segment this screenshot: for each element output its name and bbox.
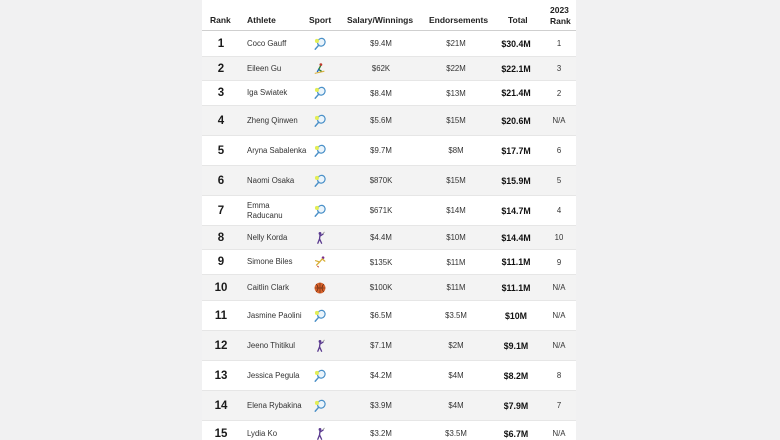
prev-rank-cell-text: 3: [556, 64, 562, 73]
endorsements-cell: [428, 81, 484, 105]
tennis-racket-icon: [313, 144, 327, 158]
prev-rank-cell: [545, 421, 573, 440]
rank-cell: [208, 421, 234, 440]
rank-cell-text: 9: [217, 256, 225, 268]
total-cell: [492, 196, 540, 225]
athlete-cell: [247, 331, 307, 360]
athlete-cell-text: Naomi Osaka: [247, 175, 295, 185]
athlete-cell: [247, 31, 307, 56]
prev-rank-cell: [545, 81, 573, 105]
endorsements-header: Endorsements: [429, 15, 489, 25]
endorsements-cell: [428, 136, 484, 165]
tennis-racket-icon: [313, 204, 327, 218]
salary-header: Salary/Winnings: [347, 15, 414, 25]
endorsements-cell: [428, 421, 484, 440]
sport-cell: [310, 361, 330, 390]
athlete-cell-text: Elena Rybakina: [247, 400, 302, 410]
total-cell-text: $14.7M: [501, 205, 531, 216]
rank-cell-text: 12: [214, 339, 228, 352]
prev-rank-cell-text: 2: [556, 88, 562, 98]
athlete-cell: [247, 226, 307, 249]
salary-cell-text: $671K: [369, 206, 393, 215]
total-cell-text: $30.4M: [501, 38, 531, 49]
skier-icon: [313, 62, 327, 76]
sport-cell: [310, 136, 330, 165]
athlete-cell-text: Caitlin Clark: [247, 282, 290, 292]
total-cell: [492, 166, 540, 195]
prev-rank-cell-text: 4: [556, 206, 562, 215]
salary-cell-text: $100K: [369, 283, 393, 292]
table-row: [202, 81, 576, 106]
athlete-cell: [247, 391, 307, 420]
endorsements-cell: [428, 331, 484, 360]
salary-cell: [342, 391, 420, 420]
total-cell: [492, 81, 540, 105]
table-row: [202, 196, 576, 226]
sport-cell: [310, 250, 330, 274]
table-row: [202, 106, 576, 136]
prev-rank-cell-text: 5: [556, 176, 562, 185]
salary-cell: [342, 196, 420, 225]
salary-cell: [342, 226, 420, 249]
athlete-cell-text: Emma Raducanu: [247, 201, 283, 220]
total-cell: [492, 31, 540, 56]
sport-cell: [310, 331, 330, 360]
rank-cell: [208, 106, 234, 135]
endorsements-cell: [428, 275, 484, 300]
total-cell-text: $7.9M: [503, 400, 529, 411]
athlete-cell-text: Nelly Korda: [247, 232, 288, 242]
prev-rank-cell: [545, 226, 573, 249]
sport-cell: [310, 81, 330, 105]
tennis-racket-icon: [313, 37, 327, 51]
salary-cell: [342, 166, 420, 195]
prev-rank-cell-text: 8: [556, 371, 562, 380]
athlete-cell: [247, 81, 307, 105]
endorsements-cell: [428, 301, 484, 330]
golfer-icon: [313, 339, 327, 353]
athlete-cell: [247, 361, 307, 390]
prev-rank-cell: [545, 166, 573, 195]
sport-cell: [310, 196, 330, 225]
athlete-cell-text: Zheng Qinwen: [247, 115, 298, 125]
prev-rank-cell-text: N/A: [552, 311, 566, 320]
athlete-cell-text: Iga Swiatek: [247, 88, 288, 98]
endorsements-cell-text: $4M: [448, 371, 464, 380]
salary-cell-text: $9.4M: [370, 39, 392, 48]
table-row: [202, 226, 576, 250]
rank-cell-text: 7: [217, 204, 225, 217]
salary-cell: [342, 250, 420, 274]
rank-cell: [208, 57, 234, 80]
golfer-icon: [313, 427, 327, 440]
endorsements-cell-text: $21M: [446, 39, 466, 48]
total-cell: [492, 250, 540, 274]
total-cell: [492, 361, 540, 390]
athlete-cell: [247, 136, 307, 165]
athlete-cell-text: Jasmine Paolini: [247, 310, 302, 320]
rank-cell-text: 5: [217, 144, 225, 157]
rank-cell: [208, 391, 234, 420]
rank-cell: [208, 250, 234, 274]
total-cell: [492, 421, 540, 440]
prev-rank-cell: [545, 275, 573, 300]
rank-cell: [208, 226, 234, 249]
table-row: [202, 57, 576, 81]
athlete-cell: [247, 275, 307, 300]
athlete-cell-text: Jeeno Thitikul: [247, 340, 295, 350]
sport-cell: [310, 275, 330, 300]
sport-cell: [310, 106, 330, 135]
endorsements-cell-text: $22M: [446, 64, 466, 73]
table-row: [202, 31, 576, 57]
rank-cell: [208, 196, 234, 225]
total-cell-text: $17.7M: [501, 145, 531, 156]
rank-cell-text: 3: [217, 87, 225, 99]
salary-cell-text: $5.6M: [370, 116, 392, 125]
prev-rank-cell: [545, 196, 573, 225]
salary-cell-text: $4.4M: [370, 233, 392, 242]
prev-rank-cell: [545, 31, 573, 56]
endorsements-cell-text: $15M: [446, 116, 466, 125]
prev-rank-cell-text: N/A: [552, 341, 566, 350]
total-cell: [492, 391, 540, 420]
rank-cell-text: 10: [214, 281, 228, 294]
total-header: Total: [508, 15, 528, 25]
athlete-cell-text: Eileen Gu: [247, 63, 282, 73]
prev-rank-header-label: Rank: [550, 16, 571, 26]
total-cell-text: $10M: [504, 310, 527, 321]
total-cell-text: $14.4M: [501, 232, 531, 243]
sport-cell: [310, 421, 330, 440]
prev-rank-cell-text: 7: [556, 401, 562, 410]
sport-cell: [310, 226, 330, 249]
prev-rank-cell-text: 6: [556, 146, 562, 155]
salary-cell-text: $7.1M: [370, 341, 392, 350]
salary-cell: [342, 421, 420, 440]
rank-cell-text: 6: [217, 174, 225, 187]
endorsements-cell: [428, 31, 484, 56]
prev-rank-cell-text: N/A: [552, 116, 566, 125]
table-row: [202, 301, 576, 331]
table-row: [202, 136, 576, 166]
prev-rank-cell: [545, 250, 573, 274]
table-row: [202, 391, 576, 421]
athlete-cell-text: Simone Biles: [247, 257, 293, 267]
basketball-icon: [313, 281, 327, 295]
total-cell: [492, 226, 540, 249]
endorsements-cell-text: $10M: [446, 233, 466, 242]
salary-cell: [342, 331, 420, 360]
endorsements-cell: [428, 57, 484, 80]
salary-cell-text: $62K: [371, 64, 391, 73]
prev-rank-cell: [545, 301, 573, 330]
rank-cell: [208, 301, 234, 330]
tennis-racket-icon: [313, 399, 327, 413]
salary-cell-text: $3.2M: [370, 429, 392, 438]
total-cell-text: $8.2M: [503, 370, 529, 381]
salary-cell: [342, 301, 420, 330]
gymnast-icon: [313, 255, 327, 269]
rank-header: Rank: [210, 15, 231, 25]
prev-rank-cell: [545, 136, 573, 165]
table-row: [202, 361, 576, 391]
rank-cell: [208, 361, 234, 390]
table-row: [202, 421, 576, 440]
athlete-cell-text: Lydia Ko: [247, 428, 278, 438]
total-cell: [492, 301, 540, 330]
rank-cell-text: 8: [217, 231, 225, 244]
prev-rank-cell-text: 9: [556, 257, 562, 267]
prev-rank-header-year: 2023: [550, 5, 569, 15]
total-cell-text: $9.1M: [503, 340, 529, 351]
table-row: [202, 250, 576, 275]
total-cell-text: $15.9M: [501, 175, 531, 186]
rank-cell-text: 14: [214, 399, 228, 412]
salary-cell: [342, 361, 420, 390]
salary-cell: [342, 31, 420, 56]
table-row: [202, 166, 576, 196]
rank-cell: [208, 81, 234, 105]
endorsements-cell: [428, 196, 484, 225]
endorsements-cell-text: $14M: [446, 206, 466, 215]
salary-cell: [342, 136, 420, 165]
total-cell: [492, 106, 540, 135]
sport-cell: [310, 31, 330, 56]
rank-cell: [208, 331, 234, 360]
total-cell-text: $20.6M: [501, 115, 531, 126]
sport-cell: [310, 57, 330, 80]
endorsements-cell-text: $3.5M: [445, 429, 467, 438]
endorsements-cell-text: $11M: [446, 257, 466, 267]
total-cell: [492, 57, 540, 80]
total-cell-text: $21.4M: [501, 88, 531, 98]
salary-cell-text: $3.9M: [370, 401, 392, 410]
tennis-racket-icon: [313, 86, 327, 100]
endorsements-cell-text: $4M: [448, 401, 464, 410]
endorsements-cell-text: $2M: [448, 341, 464, 350]
rank-cell: [208, 166, 234, 195]
total-cell: [492, 275, 540, 300]
rank-cell-text: 2: [217, 62, 225, 75]
rank-cell: [208, 275, 234, 300]
prev-rank-cell: [545, 361, 573, 390]
prev-rank-cell-text: 10: [554, 233, 564, 242]
sport-cell: [310, 301, 330, 330]
golfer-icon: [313, 231, 327, 245]
athlete-cell-text: Aryna Sabalenka: [247, 145, 307, 155]
endorsements-cell-text: $13M: [446, 88, 466, 98]
rank-cell: [208, 31, 234, 56]
prev-rank-cell: [545, 391, 573, 420]
salary-cell-text: $135K: [369, 257, 393, 267]
prev-rank-cell: [545, 106, 573, 135]
tennis-racket-icon: [313, 309, 327, 323]
athlete-cell-text: Jessica Pegula: [247, 370, 300, 380]
endorsements-cell: [428, 250, 484, 274]
tennis-racket-icon: [313, 369, 327, 383]
salary-cell: [342, 106, 420, 135]
endorsements-cell: [428, 166, 484, 195]
total-cell: [492, 331, 540, 360]
athlete-header: Athlete: [247, 15, 276, 25]
rankings-table: [202, 0, 576, 440]
salary-cell-text: $9.7M: [370, 146, 392, 155]
salary-cell: [342, 275, 420, 300]
endorsements-cell-text: $15M: [446, 176, 466, 185]
athlete-cell: [247, 250, 307, 274]
total-cell-text: $11.1M: [501, 257, 531, 267]
endorsements-cell: [428, 361, 484, 390]
salary-cell: [342, 81, 420, 105]
prev-rank-cell: [545, 57, 573, 80]
salary-cell-text: $6.5M: [370, 311, 392, 320]
endorsements-cell: [428, 106, 484, 135]
salary-cell: [342, 57, 420, 80]
rank-cell-text: 15: [214, 427, 228, 440]
athlete-cell: [247, 57, 307, 80]
athlete-cell: [247, 196, 307, 225]
athlete-cell: [247, 421, 307, 440]
rank-cell-text: 13: [214, 369, 228, 382]
total-cell-text: $22.1M: [501, 63, 531, 74]
prev-rank-cell: [545, 331, 573, 360]
athlete-cell: [247, 106, 307, 135]
tennis-racket-icon: [313, 174, 327, 188]
rank-cell: [208, 136, 234, 165]
sport-cell: [310, 166, 330, 195]
prev-rank-cell-text: N/A: [552, 283, 566, 292]
sport-cell: [310, 391, 330, 420]
total-cell-text: $6.7M: [503, 428, 529, 439]
prev-rank-cell-text: N/A: [552, 429, 566, 438]
athlete-cell: [247, 301, 307, 330]
tennis-racket-icon: [313, 114, 327, 128]
table-row: [202, 331, 576, 361]
rank-cell-text: 11: [214, 309, 228, 322]
endorsements-cell: [428, 391, 484, 420]
endorsements-cell-text: $8M: [448, 146, 464, 155]
prev-rank-cell-text: 1: [556, 39, 562, 48]
table-header: [202, 0, 576, 31]
endorsements-cell: [428, 226, 484, 249]
rank-cell-text: 4: [217, 114, 225, 127]
salary-cell-text: $8.4M: [370, 88, 392, 98]
endorsements-cell-text: $3.5M: [445, 311, 467, 320]
salary-cell-text: $870K: [369, 176, 393, 185]
total-cell: [492, 136, 540, 165]
total-cell-text: $11.1M: [501, 282, 531, 293]
table-row: [202, 275, 576, 301]
salary-cell-text: $4.2M: [370, 371, 392, 380]
rank-cell-text: 1: [217, 37, 225, 50]
athlete-cell-text: Coco Gauff: [247, 38, 287, 48]
athlete-cell: [247, 166, 307, 195]
sport-header: Sport: [309, 15, 332, 25]
endorsements-cell-text: $11M: [446, 283, 466, 292]
